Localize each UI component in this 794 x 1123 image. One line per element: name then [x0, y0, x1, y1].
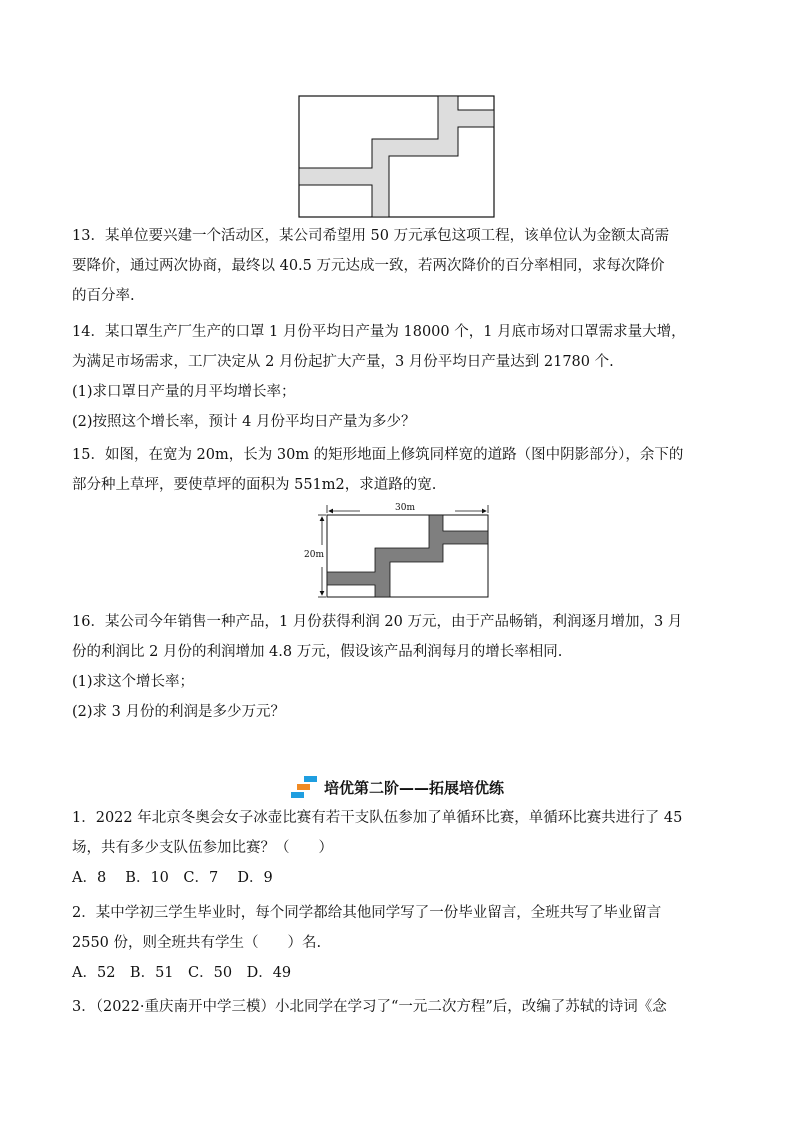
width-label: 30m	[395, 503, 415, 513]
section-title: 培优第二阶——拓展培优练	[323, 778, 504, 797]
stairs-logo-icon	[290, 775, 318, 799]
s1-text: 1．2022 年北京冬奥会女子冰壶比赛有若干支队伍参加了单循环比赛，单循环比赛共进行了 45 场，共有多少支队伍参加比赛？（ ） A．8 B．10 C．7 D．9	[72, 810, 683, 886]
section-heading	[0, 775, 794, 799]
s3-text: 3．（2022·重庆南开中学三模）小北同学在学习了“一元二次方程”后，改编了苏轼的诗词《念	[72, 999, 667, 1015]
q15-text: 15．如图，在宽为 20m，长为 30m 的矩形地面上修筑同样宽的道路（图中阴影部分），余下的 部分种上草坪，要使草坪的面积为 551m2，求道路的宽.	[72, 447, 684, 493]
road-figure-dimensioned	[300, 503, 492, 599]
s2-text: 2．某中学初三学生毕业时，每个同学都给其他同学写了一份毕业留言，全班共写了毕业留言 2550 份，则全班共有学生（ ）名. A．52 B．51 C．50 D．49	[72, 905, 662, 981]
q14-text: 14．某口罩生产厂生产的口罩 1 月份平均日产量为 18000 个，1 月底市场对口罩需求量大增， 为满足市场需求，工厂决定从 2 月份起扩大产量，3 月份平均日产量达到 21780 个. (1)求口罩日产量的月平均增长率； (2)按照这个增长率，预计 4 月份平均日产量为多少？	[72, 324, 686, 430]
height-label: 20m	[304, 550, 324, 560]
q16-text: 16．某公司今年销售一种产品，1 月份获得利润 20 万元，由于产品畅销，利润逐月增加，3 月 份的利润比 2 月份的利润增加 4.8 万元，假设该产品利润每月的增长率相同. (1)求这个增长率； (2)求 3 月份的利润是多少万元？	[72, 614, 683, 720]
q13-text: 13．某单位要兴建一个活动区，某公司希望用 50 万元承包这项工程，该单位认为金额太高需 要降价，通过两次协商，最终以 40.5 万元达成一致，若两次降价的百分率相同，求每次降价 的百分率.	[72, 228, 670, 304]
road-figure-top	[298, 95, 495, 218]
